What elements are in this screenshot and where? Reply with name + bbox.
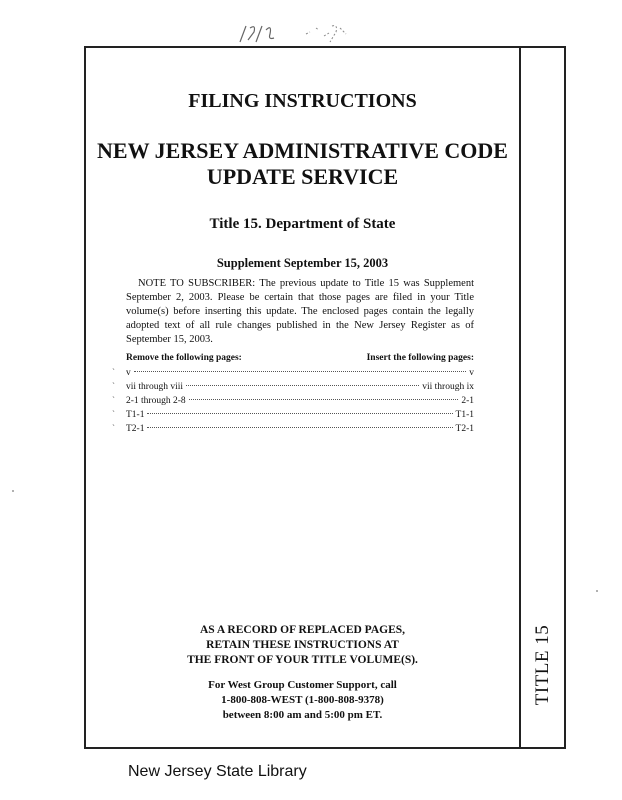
check-mark-icon: ` xyxy=(112,409,115,419)
remove-pages: vii through viii xyxy=(126,382,183,392)
record-notice xyxy=(86,623,519,668)
scan-speck xyxy=(596,590,598,592)
record-line: RETAIN THESE INSTRUCTIONS AT xyxy=(206,639,399,651)
title-line: Title 15. Department of State xyxy=(209,216,396,232)
column-headers xyxy=(126,353,474,363)
insert-pages: T1-1 xyxy=(455,410,474,420)
list-item xyxy=(126,396,474,410)
leader-dots xyxy=(134,371,467,372)
support-line: 1-800-808-WEST (1-800-808-9378) xyxy=(221,694,384,706)
insert-pages: vii through ix xyxy=(422,382,474,392)
leader-dots xyxy=(189,399,459,400)
insert-pages: T2-1 xyxy=(455,424,474,434)
support-line: For West Group Customer Support, call xyxy=(208,679,397,691)
handwritten-note xyxy=(228,18,358,48)
list-item xyxy=(126,410,474,424)
tab-divider xyxy=(519,46,521,749)
record-line: AS A RECORD OF REPLACED PAGES, xyxy=(199,624,406,636)
check-mark-icon: ` xyxy=(112,423,115,433)
list-item xyxy=(126,368,474,382)
check-mark-icon: ` xyxy=(112,367,115,377)
remove-pages: v xyxy=(126,368,131,378)
check-mark-icon: ` xyxy=(112,381,115,391)
insert-column-header: Insert the following pages: xyxy=(366,353,474,363)
insert-pages: 2-1 xyxy=(461,396,474,406)
leader-dots xyxy=(147,427,452,428)
remove-column-header: Remove the following pages: xyxy=(126,353,242,363)
support-notice xyxy=(86,678,519,723)
library-stamp: New Jersey State Library xyxy=(128,763,307,780)
remove-pages: T1-1 xyxy=(126,410,145,420)
leader-dots xyxy=(147,413,452,414)
page-title: FILING INSTRUCTIONS xyxy=(188,90,417,112)
list-item xyxy=(126,424,474,438)
subscriber-note: NOTE TO SUBSCRIBER: The previous update to Title 15 was Supplement September 2, 2003. Please be certain that those pages are filed in your Title volume(s) before inserting this update. The enclosed pages contain the legally adopted text of all rule changes published in the New Jersey Register as of September 15, 2003. xyxy=(126,278,474,345)
remove-pages: 2-1 through 2-8 xyxy=(126,396,186,406)
leader-dots xyxy=(186,385,419,386)
page-list xyxy=(126,368,474,438)
code-name xyxy=(86,138,519,190)
supplement-date: Supplement September 15, 2003 xyxy=(216,256,389,270)
check-marks xyxy=(112,367,124,437)
check-mark-icon: ` xyxy=(112,395,115,405)
code-name-line2: UPDATE SERVICE xyxy=(206,164,399,189)
support-line: between 8:00 am and 5:00 pm ET. xyxy=(222,709,383,721)
record-line: THE FRONT OF YOUR TITLE VOLUME(S). xyxy=(187,654,418,666)
remove-pages: T2-1 xyxy=(126,424,145,434)
insert-pages: v xyxy=(469,368,474,378)
scan-speck xyxy=(12,490,14,492)
title-tab-label: TITLE 15 xyxy=(532,624,553,706)
list-item xyxy=(126,382,474,396)
code-name-line1: NEW JERSEY ADMINISTRATIVE CODE xyxy=(97,138,508,163)
